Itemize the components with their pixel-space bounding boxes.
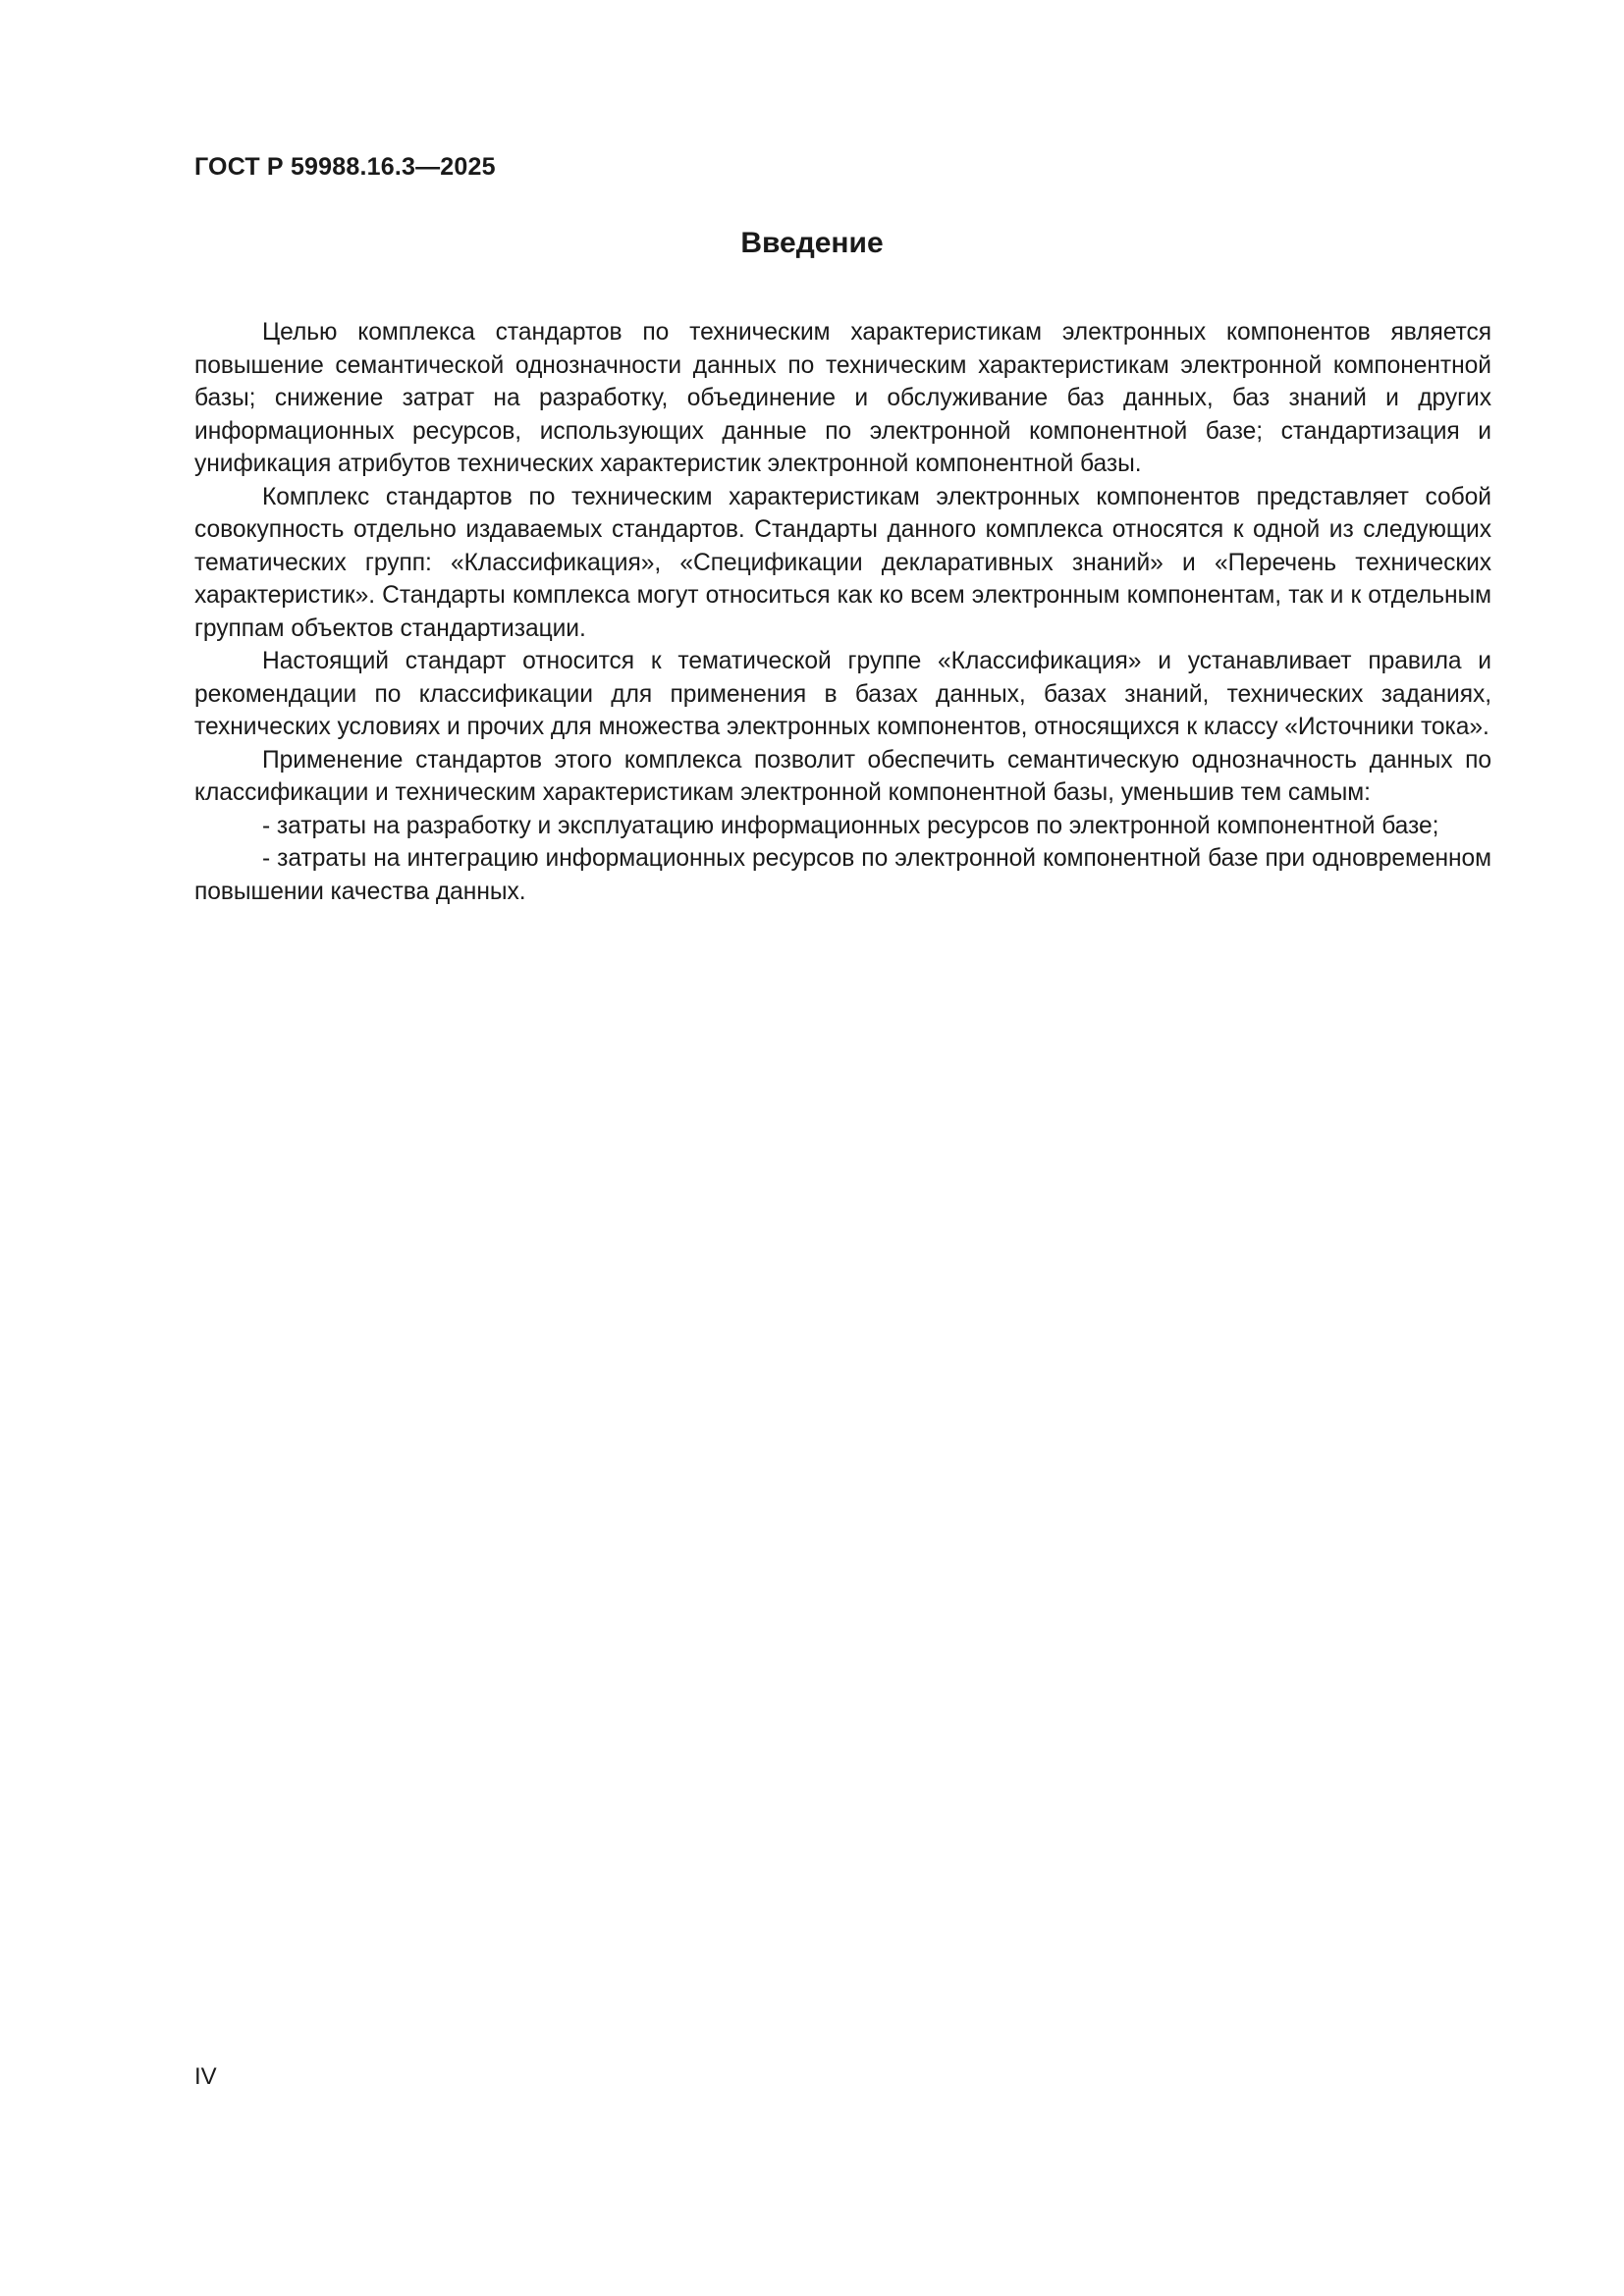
list-item-development-costs: - затраты на разработку и эксплуатацию информационных ресурсов по электронной компонентной базе; [262,812,1439,839]
paragraph-application: Применение стандартов этого комплекса позволит обеспечить семантическую однозначность данных по классификации и техническим характеристикам электронной компонентной базы, уменьшив тем самым: [194,746,1491,806]
list-item-integration-costs: - затраты на интеграцию информационных ресурсов по электронной компонентной базе при одновременном повышении качества данных. [194,845,1491,905]
paragraph-purpose: Целью комплекса стандартов по техническим характеристикам электронных компонентов является повышение семантической однозначности данных по техническим характеристикам электронной компонентной базы; снижение затрат на разработку, объединение и обслуживание баз данных, баз знаний и других информационных ресурсов, использующих данные по электронной компонентной базе; стандартизация и унификация атрибутов технических характеристик электронной компонентной базы. [194,319,1491,477]
document-code: ГОСТ Р 59988.16.3—2025 [194,153,496,181]
paragraph-complex-description: Комплекс стандартов по техническим характеристикам электронных компонентов представляет собой совокупность отдельно издаваемых стандартов. Стандарты данного комплекса относятся к одной из следующих тематических групп: «Классификация», «Спецификации декларативных знаний» и «Перечень технических характеристик». Стандарты комплекса могут относиться как ко всем электронным компонентам, так и к отдельным группам объектов стандартизации. [194,483,1491,642]
paragraph-scope: Настоящий стандарт относится к тематической группе «Классификация» и устанавливает правила и рекомендации по классификации для применения в базах данных, базах знаний, технических заданиях, технических условиях и прочих для множества электронных компонентов, относящихся к классу «Источники тока». [194,648,1491,740]
page-number: IV [194,2063,217,2090]
introduction-body [194,316,1491,908]
section-title: Введение [740,227,884,259]
